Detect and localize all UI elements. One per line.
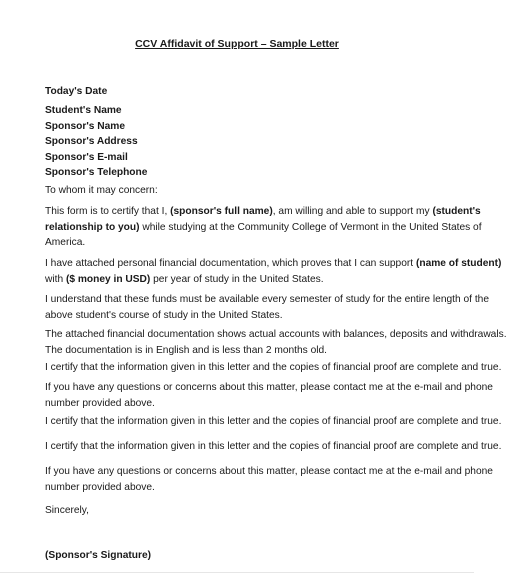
p2-line-2: with ($ money in USD) per year of study in the United States. (45, 273, 324, 285)
field-sponsor-name: Sponsor's Name (45, 120, 125, 132)
signature: (Sponsor's Signature) (45, 550, 152, 561)
salutation: To whom it may concern: (45, 185, 158, 196)
closing: Sincerely, (45, 505, 89, 516)
paragraph-funds-available: I understand that these funds must be available every semester of study for the entire length of the above student's course of study in the United States. (45, 294, 489, 321)
placeholder-student-relationship-b: relationship to you) (45, 221, 140, 233)
placeholder-name-of-student: (name of student) (415, 258, 502, 269)
letter-title: CCV Affidavit of Support – Sample Letter (135, 38, 339, 50)
paragraph-financial-accounts: The attached financial documentation shows actual accounts with balances, deposits and withdrawals. The documentation is in English and is less than 2 months old. (45, 329, 507, 356)
paragraph-attached-documentation (45, 256, 502, 287)
paragraph-contact-2: If you have any questions or concerns about this matter, please contact me at the e-mail and phone number provided above. (45, 466, 493, 493)
p1-line-1: This form is to certify that I, (sponsor's full name), am willing and able to support my (student's (45, 206, 481, 217)
paragraph-certify-support (45, 204, 482, 251)
field-sponsor-address: Sponsor's Address (45, 136, 138, 148)
date-label: Today's Date (45, 86, 108, 97)
field-sponsor-telephone: Sponsor's Telephone (45, 167, 148, 179)
paragraph-certify-true-3: I certify that the information given in this letter and the copies of financial proof are complete and true. (45, 441, 502, 452)
p1-line-3: America. (45, 237, 86, 249)
field-sponsor-email: Sponsor's E-mail (45, 151, 128, 163)
header-fields (45, 103, 455, 181)
paragraph-certify-true-1: I certify that the information given in this letter and the copies of financial proof are complete and true. (45, 362, 502, 373)
field-student-name: Student's Name (45, 105, 122, 116)
placeholder-student-relationship-a: (student's (432, 206, 481, 217)
page-edge-divider (0, 572, 474, 573)
placeholder-sponsor-full-name: (sponsor's full name) (170, 206, 273, 217)
placeholder-money-usd: ($ money in USD) (65, 273, 151, 285)
p1-line-2: relationship to you) while studying at the Community College of Vermont in the United States of (45, 221, 482, 233)
p2-line-1: I have attached personal financial documentation, which proves that I can support (name of student) (45, 258, 502, 269)
paragraph-contact-1: If you have any questions or concerns about this matter, please contact me at the e-mail and phone number provided above. (45, 382, 493, 409)
paragraph-certify-true-2: I certify that the information given in this letter and the copies of financial proof are complete and true. (45, 416, 502, 427)
